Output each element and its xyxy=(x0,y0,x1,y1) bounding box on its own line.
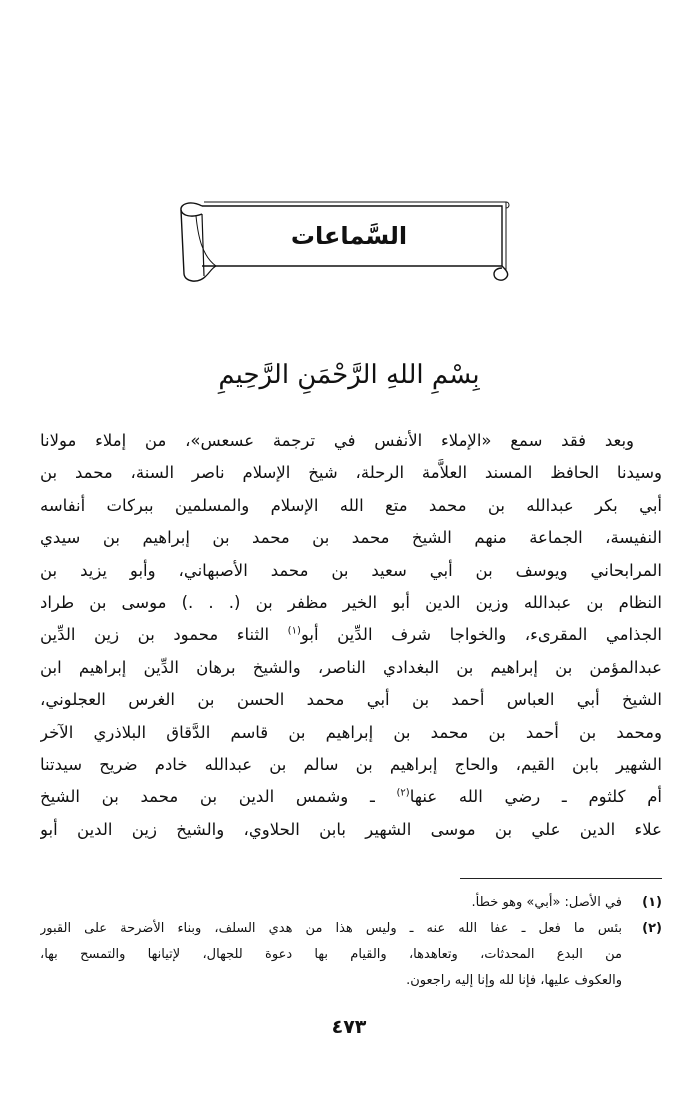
footnotes xyxy=(40,890,662,994)
section-title: السَّماعات xyxy=(290,222,408,250)
basmala: بِسْمِ اللهِ الرَّحْمَنِ الرَّحِيمِ xyxy=(218,360,480,390)
body-line-part: الثناء محمود بن زين الدِّين xyxy=(40,625,288,645)
body-line: الشهير بابن القيم، والحاج إبراهيم بن سالم بن عبدالله خادم ضريح سيدتنا xyxy=(40,754,662,774)
body-line: الشيخ أبي العباس أحمد بن أبي محمد الحسن بن الغرس العجلوني، xyxy=(40,690,662,710)
page-number: ٤٧٣ xyxy=(331,1016,367,1038)
footnote-mark: (٢) xyxy=(396,787,410,799)
body-line: علاء الدين علي بن موسى الشهير بابن الحلاوي، والشيخ زين الدين أبو xyxy=(40,819,662,839)
footnote-2 xyxy=(40,916,662,994)
footnote-line: في الأصل: «أبي» وهو خطأ. xyxy=(471,895,622,910)
title-banner xyxy=(176,196,512,288)
footnote-line: والعكوف عليها، فإنا لله وإنا إليه راجعون. xyxy=(406,973,622,988)
body-line-with-footnote xyxy=(40,781,662,813)
body-line: المرابحاني ويوسف بن أبي سعيد بن محمد الأصبهاني، وأبو يزيد بن xyxy=(40,560,662,580)
body-line: وسيدنا الحافظ المسند العلاَّمة الرحلة، شيخ الإسلام ناصر السنة، محمد بن xyxy=(40,463,662,483)
footnote-line: من البدع المحدثات، وتعاهدها، والقيام بها دعوة للجهال، لإتيانها والتمسح بها، xyxy=(40,947,622,962)
body-line: أبي بكر عبدالله بن محمد متع الله الإسلام والمسلمين ببركات أنفاسه xyxy=(40,495,662,515)
body-line: النفيسة، الجماعة منهم الشيخ محمد بن محمد بن إبراهيم بن سيدي xyxy=(40,528,662,548)
body-text xyxy=(40,425,662,846)
body-line: ومحمد بن أحمد بن محمد بن إبراهيم بن قاسم الدَّقاق البلاذري الآخر xyxy=(40,722,662,742)
body-line: عبدالمؤمن بن إبراهيم بن البغدادي الناصر، والشيخ برهان الدِّين إبراهيم ابن xyxy=(40,657,662,677)
body-line-part: الجذامي المقرىء، والخواجا شرف الدِّين أبو xyxy=(300,625,662,645)
footnote-mark: (١) xyxy=(287,625,301,637)
footnote-divider xyxy=(460,878,662,879)
body-line: وبعد فقد سمع «الإملاء الأنفس في ترجمة عسعس»، من إملاء مولانا xyxy=(40,431,634,450)
body-line-part: ـ وشمس الدين بن محمد بن الشيخ xyxy=(40,787,397,807)
footnote-number: (٢) xyxy=(642,921,662,936)
body-line-part: أم كلثوم ـ رضي الله عنها xyxy=(409,787,662,807)
footnote-line: بئس ما فعل ـ عفا الله عنه ـ وليس هذا من هدي السلف، وبناء الأضرحة على القبور xyxy=(40,921,622,936)
footnote-1 xyxy=(40,890,662,916)
body-line: النظام بن عبدالله وزين الدين أبو الخير مظفر بن (. . .) موسى بن طراد xyxy=(40,592,662,612)
footnote-number: (١) xyxy=(642,895,662,910)
body-line-with-footnote xyxy=(40,619,662,651)
